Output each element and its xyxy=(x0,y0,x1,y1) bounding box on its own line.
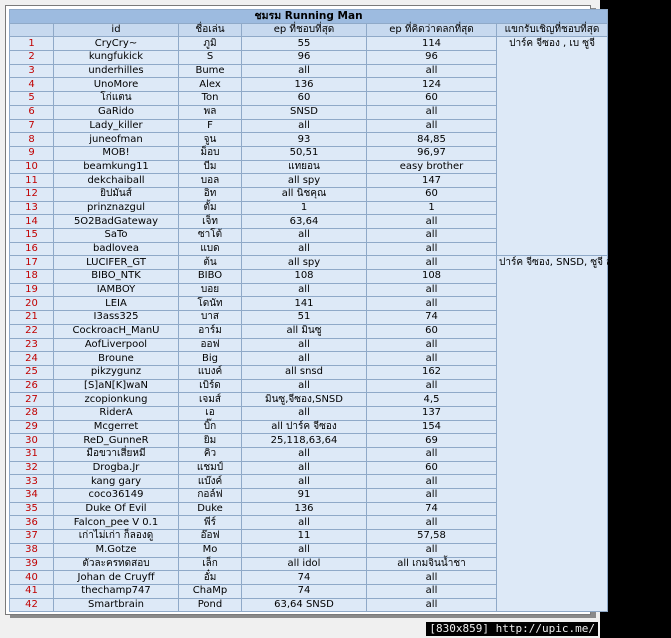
row-number: 22 xyxy=(10,324,54,338)
cell-id: ReD_GunneR xyxy=(54,434,179,448)
cell-id: thechamp747 xyxy=(54,584,179,598)
cell-id: [S]aN[K]waN xyxy=(54,379,179,393)
row-number: 30 xyxy=(10,434,54,448)
row-number: 11 xyxy=(10,174,54,188)
row-number: 42 xyxy=(10,598,54,612)
row-number: 13 xyxy=(10,201,54,215)
cell-funniest-ep: 96 xyxy=(367,51,497,65)
cell-funniest-ep: all xyxy=(367,543,497,557)
cell-funniest-ep: 74 xyxy=(367,311,497,325)
cell-funniest-ep: all xyxy=(367,105,497,119)
row-number: 14 xyxy=(10,215,54,229)
cell-funniest-ep: all xyxy=(367,571,497,585)
cell-favorite-ep: 108 xyxy=(242,270,367,284)
cell-funniest-ep: 60 xyxy=(367,92,497,106)
row-number: 17 xyxy=(10,256,54,270)
cell-favorite-ep: all xyxy=(242,516,367,530)
cell-funniest-ep: all xyxy=(367,448,497,462)
cell-funniest-ep: 162 xyxy=(367,365,497,379)
cell-favorite-ep: 96 xyxy=(242,51,367,65)
cell-nickname: บอย xyxy=(179,283,242,297)
cell-favorite-ep: all snsd xyxy=(242,365,367,379)
cell-id: CockroacH_ManU xyxy=(54,324,179,338)
cell-id: AofLiverpool xyxy=(54,338,179,352)
cell-favorite-ep: all xyxy=(242,461,367,475)
header-number xyxy=(10,23,54,37)
cell-id: IAMBOY xyxy=(54,283,179,297)
cell-id: Drogba.Jr xyxy=(54,461,179,475)
cell-funniest-ep: all xyxy=(367,64,497,78)
cell-id: Mcgerret xyxy=(54,420,179,434)
cell-favorite-ep: 141 xyxy=(242,297,367,311)
cell-funniest-ep: all xyxy=(367,229,497,243)
cell-funniest-ep: 108 xyxy=(367,270,497,284)
row-number: 29 xyxy=(10,420,54,434)
row-number: 25 xyxy=(10,365,54,379)
cell-nickname: บอล xyxy=(179,174,242,188)
cell-nickname: Duke xyxy=(179,502,242,516)
cell-favorite-ep: 51 xyxy=(242,311,367,325)
cell-nickname: อาร์ม xyxy=(179,324,242,338)
cell-id: โก่แตน xyxy=(54,92,179,106)
cell-funniest-ep: all xyxy=(367,379,497,393)
cell-favorite-ep: 11 xyxy=(242,530,367,544)
cell-nickname: แบด xyxy=(179,242,242,256)
header-row xyxy=(10,23,608,37)
cell-favorite-ep: all spy xyxy=(242,256,367,270)
header-funniest-ep: ep ที่คิดว่าตลกที่สุด xyxy=(367,23,497,37)
row-number: 20 xyxy=(10,297,54,311)
cell-favorite-ep: 63,64 xyxy=(242,215,367,229)
row-number: 16 xyxy=(10,242,54,256)
cell-favorite-ep: all xyxy=(242,352,367,366)
row-number: 34 xyxy=(10,489,54,503)
cell-funniest-ep: all xyxy=(367,338,497,352)
row-number: 8 xyxy=(10,133,54,147)
cell-funniest-ep: all xyxy=(367,475,497,489)
cell-favorite-ep: all xyxy=(242,406,367,420)
cell-favorite-ep: all ปาร์ค จีซอง xyxy=(242,420,367,434)
cell-nickname: บิ๊ก xyxy=(179,420,242,434)
cell-nickname: Bume xyxy=(179,64,242,78)
cell-funniest-ep: 96,97 xyxy=(367,146,497,160)
cell-nickname: ภูมิ xyxy=(179,37,242,51)
cell-favorite-ep: 50,51 xyxy=(242,146,367,160)
cell-id: ตัวละครทดสอบ xyxy=(54,557,179,571)
row-number: 15 xyxy=(10,229,54,243)
cell-funniest-ep: all xyxy=(367,489,497,503)
header-nickname: ชื่อเล่น xyxy=(179,23,242,37)
cell-nickname: ยิม xyxy=(179,434,242,448)
cell-funniest-ep: 4,5 xyxy=(367,393,497,407)
cell-nickname: Alex xyxy=(179,78,242,92)
cell-id: badlovea xyxy=(54,242,179,256)
cell-funniest-ep: 124 xyxy=(367,78,497,92)
cell-nickname: แชมป์ xyxy=(179,461,242,475)
cell-nickname: ม็อบ xyxy=(179,146,242,160)
cell-id: Duke Of Evil xyxy=(54,502,179,516)
row-number: 24 xyxy=(10,352,54,366)
cell-id: เก่าไม่เก่า ก็ลองดู xyxy=(54,530,179,544)
cell-favorite-ep: 74 xyxy=(242,571,367,585)
row-number: 7 xyxy=(10,119,54,133)
cell-favorite-ep: แทยอน xyxy=(242,160,367,174)
cell-id: GaRido xyxy=(54,105,179,119)
cell-nickname: Pond xyxy=(179,598,242,612)
cell-favorite-ep: all xyxy=(242,229,367,243)
row-number: 3 xyxy=(10,64,54,78)
row-number: 33 xyxy=(10,475,54,489)
cell-funniest-ep: 154 xyxy=(367,420,497,434)
cell-favorite-ep: 60 xyxy=(242,92,367,106)
cell-nickname: เล็ก xyxy=(179,557,242,571)
cell-nickname: คิว xyxy=(179,448,242,462)
cell-nickname: พล xyxy=(179,105,242,119)
cell-funniest-ep: 60 xyxy=(367,187,497,201)
row-number: 40 xyxy=(10,571,54,585)
cell-favorite-ep: all xyxy=(242,338,367,352)
cell-favorite-ep: all xyxy=(242,242,367,256)
cell-favorite-ep: all xyxy=(242,475,367,489)
cell-nickname: S xyxy=(179,51,242,65)
cell-funniest-ep: 69 xyxy=(367,434,497,448)
cell-nickname: F xyxy=(179,119,242,133)
header-favorite-ep: ep ที่ชอบที่สุด xyxy=(242,23,367,37)
row-number: 35 xyxy=(10,502,54,516)
image-caption: [830x859] http://upic.me/ xyxy=(426,622,598,636)
cell-nickname: อิท xyxy=(179,187,242,201)
cell-nickname: ตั้ม xyxy=(179,201,242,215)
cell-funniest-ep: all xyxy=(367,283,497,297)
cell-funniest-ep: all xyxy=(367,598,497,612)
cell-id: มือขวาเสี่ยหมี xyxy=(54,448,179,462)
cell-id: SaTo xyxy=(54,229,179,243)
row-number: 10 xyxy=(10,160,54,174)
row-number: 9 xyxy=(10,146,54,160)
cell-nickname: โดนัท xyxy=(179,297,242,311)
header-favorite-guest: แขกรับเชิญที่ชอบที่สุด xyxy=(497,23,608,37)
cell-id: coco36149 xyxy=(54,489,179,503)
cell-nickname: ออฟ xyxy=(179,338,242,352)
cell-id: LUCIFER_GT xyxy=(54,256,179,270)
cell-funniest-ep: all xyxy=(367,297,497,311)
cell-id: kang gary xyxy=(54,475,179,489)
cell-funniest-ep: 147 xyxy=(367,174,497,188)
cell-funniest-ep: 60 xyxy=(367,324,497,338)
row-number: 31 xyxy=(10,448,54,462)
cell-funniest-ep: all xyxy=(367,215,497,229)
cell-nickname: แบ๊งค์ xyxy=(179,475,242,489)
cell-funniest-ep: 137 xyxy=(367,406,497,420)
cell-funniest-ep: all เกมจินน้ำชา xyxy=(367,557,497,571)
row-number: 28 xyxy=(10,406,54,420)
cell-nickname: บาส xyxy=(179,311,242,325)
cell-id: beamkung11 xyxy=(54,160,179,174)
table-title: ชมรม Running Man xyxy=(10,10,608,24)
cell-nickname: จูน xyxy=(179,133,242,147)
cell-nickname: เจมส์ xyxy=(179,393,242,407)
cell-id: Falcon_pee V 0.1 xyxy=(54,516,179,530)
cell-funniest-ep: all xyxy=(367,242,497,256)
cell-nickname: ChaMp xyxy=(179,584,242,598)
cell-id: I3ass325 xyxy=(54,311,179,325)
cell-funniest-ep: 114 xyxy=(367,37,497,51)
cell-id: pikzygunz xyxy=(54,365,179,379)
cell-id: Lady_killer xyxy=(54,119,179,133)
row-number: 32 xyxy=(10,461,54,475)
cell-funniest-ep: all xyxy=(367,352,497,366)
row-number: 36 xyxy=(10,516,54,530)
cell-id: underhilles xyxy=(54,64,179,78)
cell-id: Smartbrain xyxy=(54,598,179,612)
cell-favorite-ep: 55 xyxy=(242,37,367,51)
table-row xyxy=(10,37,608,51)
cell-favorite-ep: มินซู,จีซอง,SNSD xyxy=(242,393,367,407)
cell-id: juneofman xyxy=(54,133,179,147)
cell-favorite-ep: 91 xyxy=(242,489,367,503)
cell-funniest-ep: all xyxy=(367,516,497,530)
cell-favorite-ep: 1 xyxy=(242,201,367,215)
cell-id: kungfukick xyxy=(54,51,179,65)
cell-id: zcopionkung xyxy=(54,393,179,407)
cell-nickname: อั๋ม xyxy=(179,571,242,585)
cell-favorite-ep: 136 xyxy=(242,78,367,92)
cell-id: LEIA xyxy=(54,297,179,311)
cell-nickname: Big xyxy=(179,352,242,366)
row-number: 37 xyxy=(10,530,54,544)
cell-favorite-ep: all มินซู xyxy=(242,324,367,338)
cell-favorite-ep: 136 xyxy=(242,502,367,516)
table-row xyxy=(10,256,608,270)
cell-funniest-ep: 60 xyxy=(367,461,497,475)
header-id: id xyxy=(54,23,179,37)
cell-nickname: Ton xyxy=(179,92,242,106)
cell-favorite-ep: all xyxy=(242,543,367,557)
row-number: 27 xyxy=(10,393,54,407)
cell-nickname: เจ็ท xyxy=(179,215,242,229)
cell-favorite-ep: all xyxy=(242,448,367,462)
cell-favorite-ep: 25,118,63,64 xyxy=(242,434,367,448)
cell-id: prinznazgul xyxy=(54,201,179,215)
cell-nickname: แบงค์ xyxy=(179,365,242,379)
cell-nickname: พีร์ xyxy=(179,516,242,530)
cell-id: Johan de Cruyff xyxy=(54,571,179,585)
cell-favorite-ep: 74 xyxy=(242,584,367,598)
cell-funniest-ep: 57,58 xyxy=(367,530,497,544)
row-number: 21 xyxy=(10,311,54,325)
cell-favorite-ep: all xyxy=(242,64,367,78)
row-number: 6 xyxy=(10,105,54,119)
cell-funniest-ep: all xyxy=(367,119,497,133)
cell-nickname: ซาโต้ xyxy=(179,229,242,243)
cell-favorite-guest: ปาร์ค จีซอง , เบ ซูจี xyxy=(497,37,608,256)
cell-id: MOB! xyxy=(54,146,179,160)
cell-favorite-ep: 63,64 SNSD xyxy=(242,598,367,612)
row-number: 12 xyxy=(10,187,54,201)
cell-id: UnoMore xyxy=(54,78,179,92)
cell-id: CryCry~ xyxy=(54,37,179,51)
row-number: 2 xyxy=(10,51,54,65)
cell-favorite-ep: all นิชคุณ xyxy=(242,187,367,201)
cell-favorite-guest: ปาร์ค จีซอง, SNSD, ซูจี สโยจุ , IU , ซูจี xyxy=(497,256,608,612)
row-number: 41 xyxy=(10,584,54,598)
row-number: 18 xyxy=(10,270,54,284)
cell-favorite-ep: all idol xyxy=(242,557,367,571)
cell-id: ยิปมันส์ xyxy=(54,187,179,201)
row-number: 5 xyxy=(10,92,54,106)
cell-favorite-ep: all xyxy=(242,283,367,297)
row-number: 26 xyxy=(10,379,54,393)
row-number: 4 xyxy=(10,78,54,92)
cell-funniest-ep: all xyxy=(367,584,497,598)
cell-id: 5O2BadGateway xyxy=(54,215,179,229)
row-number: 19 xyxy=(10,283,54,297)
cell-funniest-ep: 84,85 xyxy=(367,133,497,147)
cell-favorite-ep: all xyxy=(242,379,367,393)
cell-nickname: เบิร์ด xyxy=(179,379,242,393)
row-number: 38 xyxy=(10,543,54,557)
cell-id: dekchaiball xyxy=(54,174,179,188)
cell-nickname: บีม xyxy=(179,160,242,174)
cell-id: Broune xyxy=(54,352,179,366)
running-man-table xyxy=(9,9,671,612)
cell-id: M.Gotze xyxy=(54,543,179,557)
cell-funniest-ep: 1 xyxy=(367,201,497,215)
row-number: 39 xyxy=(10,557,54,571)
cell-favorite-ep: all spy xyxy=(242,174,367,188)
cell-favorite-ep: SNSD xyxy=(242,105,367,119)
cell-funniest-ep: all xyxy=(367,256,497,270)
row-number: 23 xyxy=(10,338,54,352)
cell-favorite-ep: all xyxy=(242,119,367,133)
cell-funniest-ep: 74 xyxy=(367,502,497,516)
cell-id: BIBO_NTK xyxy=(54,270,179,284)
cell-favorite-ep: 93 xyxy=(242,133,367,147)
cell-nickname: กอล์ฟ xyxy=(179,489,242,503)
cell-funniest-ep: easy brother xyxy=(367,160,497,174)
cell-id: RiderA xyxy=(54,406,179,420)
cell-nickname: ต้น xyxy=(179,256,242,270)
cell-nickname: BIBO xyxy=(179,270,242,284)
cell-nickname: Mo xyxy=(179,543,242,557)
cell-nickname: อ๊อฟ xyxy=(179,530,242,544)
cell-nickname: เอ xyxy=(179,406,242,420)
row-number: 1 xyxy=(10,37,54,51)
